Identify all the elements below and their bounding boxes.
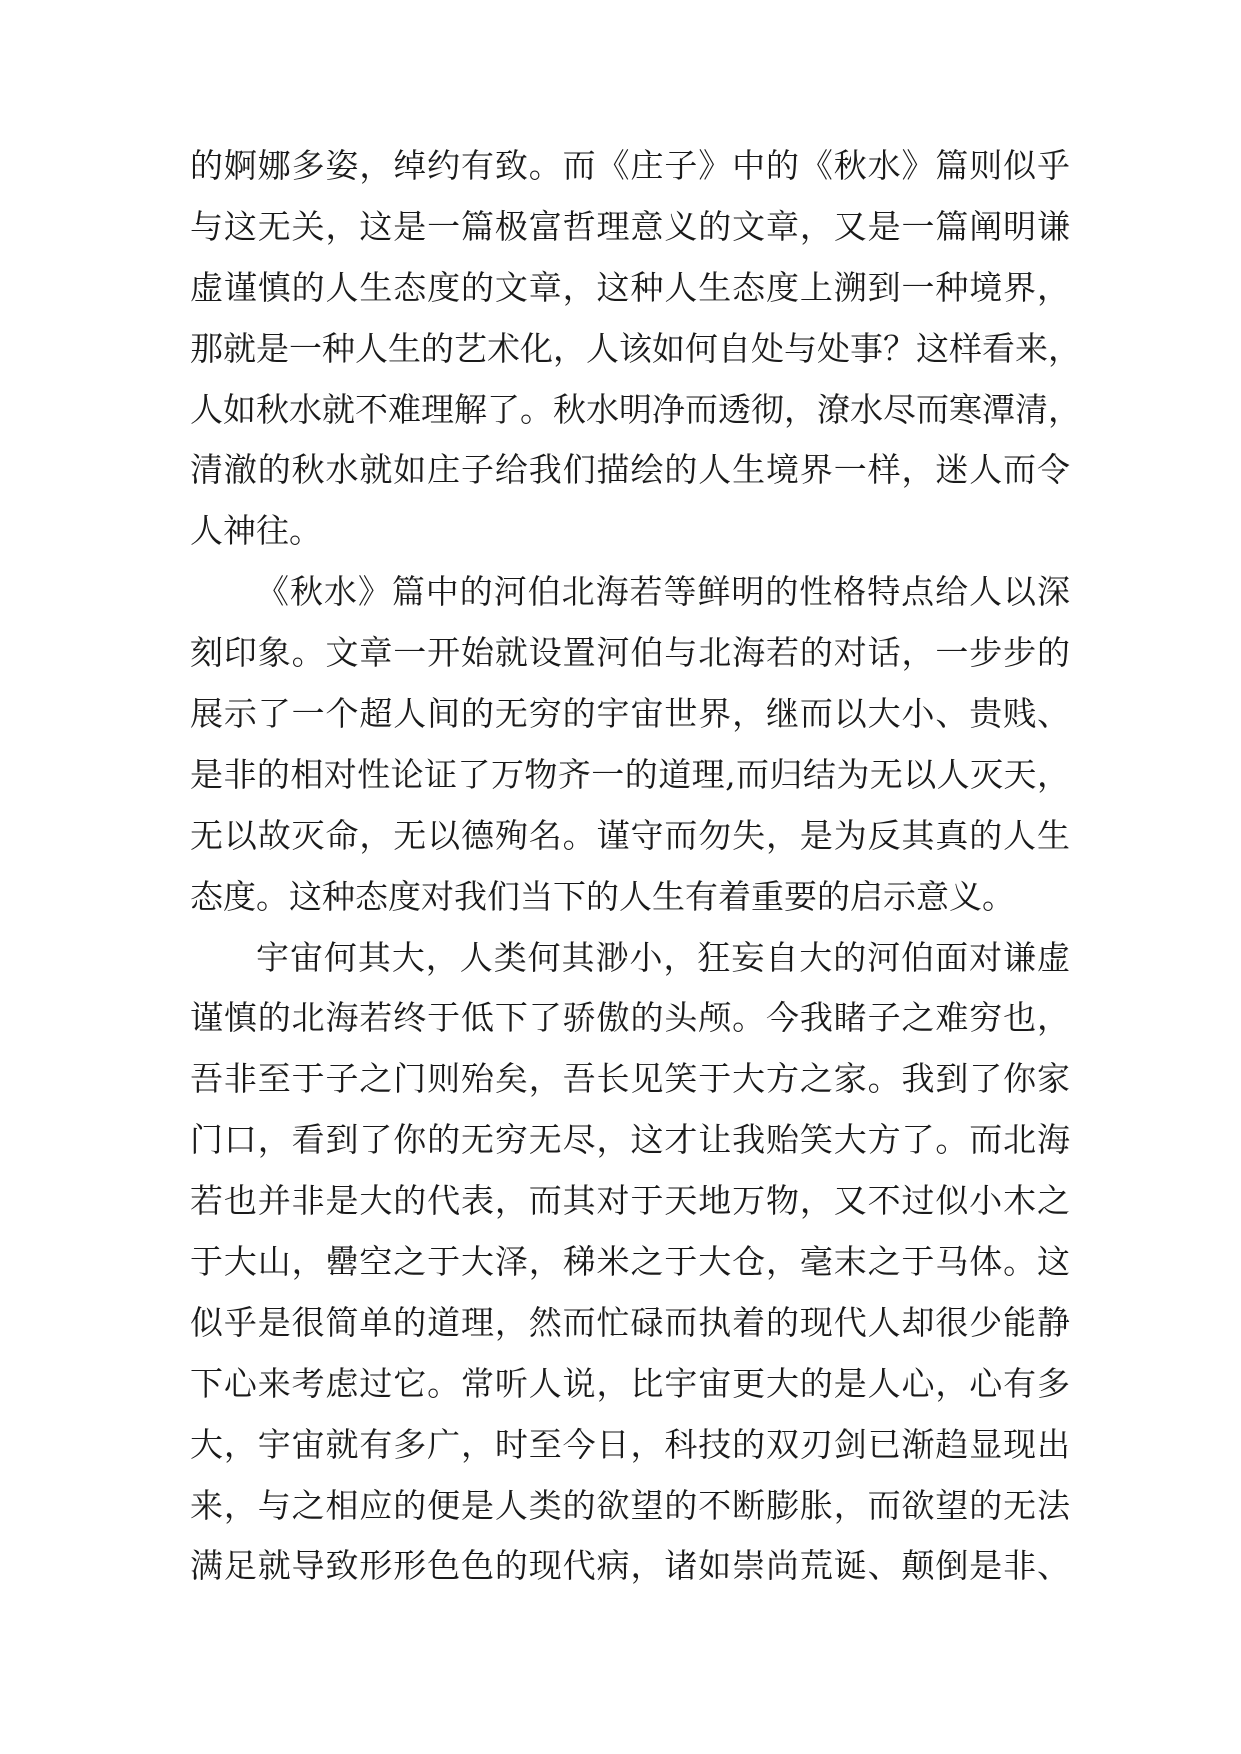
text-line: 态度。这种态度对我们当下的人生有着重要的启示意义。 — [190, 876, 1015, 916]
text-line: 似乎是很简单的道理，然而忙碌而执着的现代人却很少能静 — [190, 1302, 1070, 1342]
text-line: 展示了一个超人间的无穷的宇宙世界，继而以大小、贵贱、 — [190, 694, 1070, 734]
text-line: 满足就导致形形色色的现代病，诸如崇尚荒诞、颠倒是非、 — [190, 1546, 1070, 1586]
text-line: 吾非至于子之门则殆矣，吾长见笑于大方之家。我到了你家 — [190, 1059, 1070, 1099]
text-line: 下心来考虑过它。常听人说，比宇宙更大的是人心，心有多 — [190, 1363, 1070, 1403]
paragraph-first-line: 宇宙何其大，人类何其渺小，狂妄自大的河伯面对谦虚 — [256, 937, 1070, 977]
text-line: 门口，看到了你的无穷无尽，这才让我贻笑大方了。而北海 — [190, 1120, 1070, 1160]
text-line: 是非的相对性论证了万物齐一的道理,而归结为无以人灭天， — [190, 754, 1070, 794]
body-text — [190, 136, 1081, 1597]
text-line: 于大山，罍空之于大泽，稊米之于大仓，毫末之于马体。这 — [190, 1242, 1070, 1282]
text-line: 大，宇宙就有多广，时至今日，科技的双刃剑已渐趋显现出 — [190, 1424, 1070, 1464]
text-line: 的婀娜多姿，绰约有致。而《庄子》中的《秋水》篇则似乎 — [190, 146, 1070, 185]
text-line: 那就是一种人生的艺术化，人该如何自处与处事？这样看来， — [190, 328, 1081, 368]
text-line: 来，与之相应的便是人类的欲望的不断膨胀，而欲望的无法 — [190, 1485, 1070, 1525]
text-line: 人如秋水就不难理解了。秋水明净而透彻，潦水尽而寒潭清， — [190, 389, 1081, 429]
text-line: 虚谨慎的人生态度的文章，这种人生态度上溯到一种境界， — [190, 267, 1070, 307]
text-line: 与这无关，这是一篇极富哲理意义的文章，又是一篇阐明谦 — [190, 206, 1070, 246]
text-line: 刻印象。文章一开始就设置河伯与北海若的对话，一步步的 — [190, 633, 1070, 673]
text-line: 无以故灭命，无以德殉名。谨守而勿失，是为反其真的人生 — [190, 815, 1070, 855]
paragraph-first-line: 《秋水》篇中的河伯北海若等鲜明的性格特点给人以深 — [256, 572, 1070, 612]
text-line: 清澈的秋水就如庄子给我们描绘的人生境界一样，迷人而令 — [190, 450, 1070, 490]
text-line: 谨慎的北海若终于低下了骄傲的头颅。今我睹子之难穷也， — [190, 998, 1070, 1038]
text-line: 若也并非是大的代表，而其对于天地万物，又不过似小木之 — [190, 1181, 1070, 1221]
text-line: 人神往。 — [190, 511, 322, 551]
